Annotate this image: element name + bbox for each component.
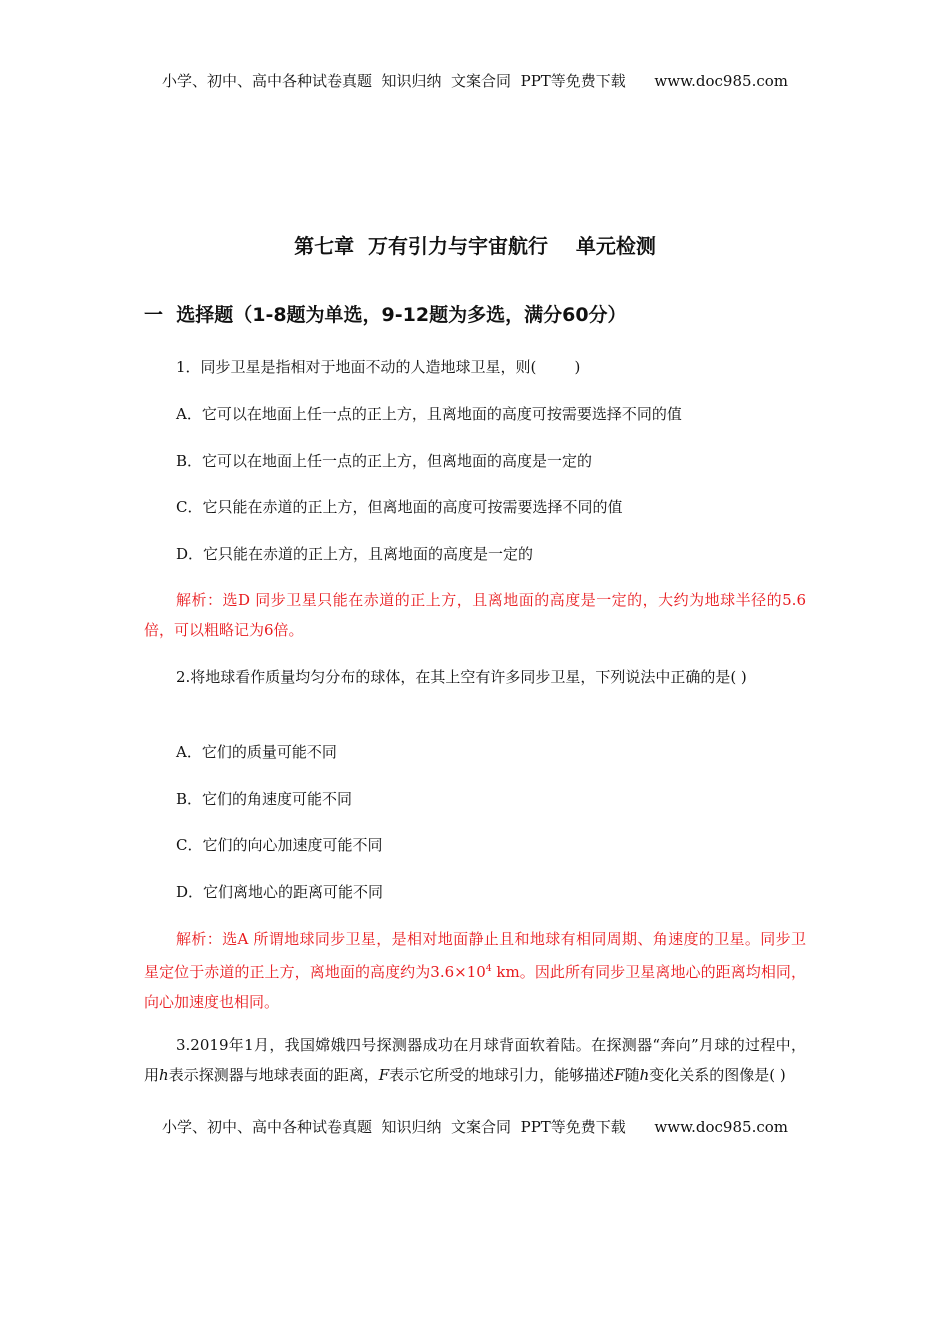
question-2-option-b: B．它们的角速度可能不同 [176, 790, 353, 808]
question-3-stem [144, 1030, 806, 1090]
question-1-option-b: B．它可以在地面上任一点的正上方，但离地面的高度是一定的 [176, 452, 593, 470]
question-2-analysis-before: 解析：选A 所谓地球同步卫星，是相对地面静止且和地球有相同周期、角速度的卫星。同步卫星定位于赤道的正上方，离地面的高度约为3.6×10 [144, 930, 806, 981]
question-3-text-3: 表示它所受的地球引力，能够描述 [389, 1066, 615, 1084]
question-2-option-a: A．它们的质量可能不同 [176, 743, 337, 761]
question-2-stem: 2.将地球看作质量均匀分布的球体，在其上空有许多同步卫星，下列说法中正确的是( ) [176, 668, 747, 686]
question-3-text-5: 变化关系的图像是( ) [649, 1066, 786, 1084]
question-3-text-4: 随 [624, 1066, 640, 1084]
variable-h: h [639, 1066, 650, 1084]
question-1-option-a: A．它可以在地面上任一点的正上方，且离地面的高度可按需要选择不同的值 [176, 405, 682, 423]
question-2-analysis-exponent: 4 [485, 964, 492, 974]
section-heading: 一 选择题（1-8题为单选，9-12题为多选，满分60分） [144, 304, 627, 326]
question-1-stem: 1．同步卫星是指相对于地面不动的人造地球卫星，则( ) [176, 358, 581, 376]
question-2-option-d: D．它们离地心的距离可能不同 [176, 883, 384, 901]
question-2-analysis [144, 924, 806, 1017]
page-header: 小学、初中、高中各种试卷真题 知识归纳 文案合同 PPT等免费下载 www.doc985.com [161, 72, 788, 90]
page-footer: 小学、初中、高中各种试卷真题 知识归纳 文案合同 PPT等免费下载 www.doc985.com [161, 1118, 788, 1136]
variable-f: F [614, 1066, 625, 1084]
question-1-option-c: C．它只能在赤道的正上方，但离地面的高度可按需要选择不同的值 [176, 498, 623, 516]
variable-f: F [378, 1066, 390, 1084]
question-2-analysis-after: km。因此所有同步卫星离地心的距离均相同，向心加速度也相同。 [144, 963, 806, 1011]
question-3-text-2: 表示探测器与地球表面的距离， [168, 1066, 379, 1084]
variable-h: h [159, 1066, 169, 1084]
document-title: 第七章 万有引力与宇宙航行 单元检测 [294, 234, 656, 258]
question-2-option-c: C．它们的向心加速度可能不同 [176, 836, 383, 854]
question-1-analysis: 解析：选D 同步卫星只能在赤道的正上方，且离地面的高度是一定的，大约为地球半径的5.6倍，可以粗略记为6倍。 [144, 591, 806, 639]
question-1-option-d: D．它只能在赤道的正上方，且离地面的高度是一定的 [176, 545, 534, 563]
question-3-text-1: 3.2019年1月，我国嫦娥四号探测器成功在月球背面软着陆。在探测器“奔向”月球的过程中，用 [144, 1036, 806, 1084]
